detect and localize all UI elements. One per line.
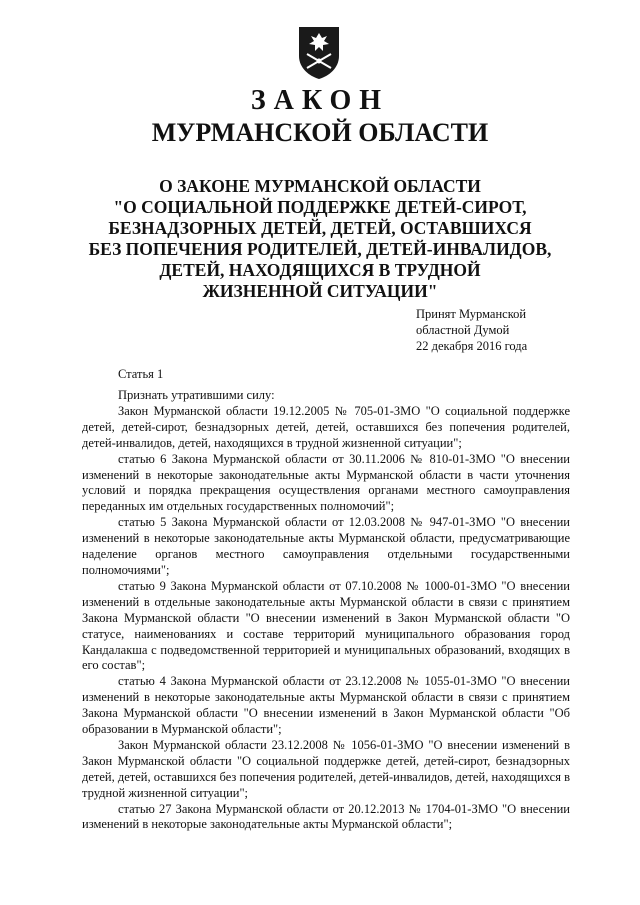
paragraph: статью 5 Закона Мурманской области от 12.03.2008 № 947-01-ЗМО "О внесении изменений в некоторые законодательные акты Мурманской области, предусматривающие наделение органов местного самоуправления отдельными государственными полномочиями"; <box>82 515 570 577</box>
adoption-note-line: Принят Мурманской <box>416 307 527 321</box>
document-type-heading: ЗАКОН <box>250 85 390 116</box>
adoption-note-line: 22 декабря 2016 года <box>416 339 528 353</box>
paragraph: статью 6 Закона Мурманской области от 30.11.2006 № 810-01-ЗМО "О внесении изменений в некоторые законодательные акты Мурманской области в части уточнения условий и порядка прекращения осуществления органами местного самоуправления переданных им отдельных государственных полномочий"; <box>82 451 570 514</box>
paragraph: статью 4 Закона Мурманской области от 23.12.2008 № 1055-01-ЗМО "О внесении изменений в некоторые законодательные акты Мурманской области в связи с принятием Закона Мурманской области "О внесении изменений в Закон Мурманской области "Об образовании в Мурманской области"; <box>82 674 570 737</box>
paragraph: статью 27 Закона Мурманской области от 20.12.2013 № 1704-01-ЗМО "О внесении изменений в некоторые законодательные акты Мурманской области"; <box>82 801 570 832</box>
region-heading: МУРМАНСКОЙ ОБЛАСТИ <box>151 118 489 147</box>
law-title-line: ЖИЗНЕННОЙ СИТУАЦИИ" <box>202 281 438 301</box>
paragraph: Закон Мурманской области 19.12.2005 № 705-01-ЗМО "О социальной поддержке детей, детей-сирот, безнадзорных детей, детей, оставшихся без попечения родителей, детей-инвалидов, детей, находящихся в трудной жизненной ситуации"; <box>82 403 570 450</box>
paragraph: статью 9 Закона Мурманской области от 07.10.2008 № 1000-01-ЗМО "О внесении изменений в отдельные законодательные акты Мурманской области в связи с принятием Закона Мурманской области "О внесении изменений в Закон Мурманской области "О статусе, наименованиях и составе территорий муниципального образования город Кандалакша с подведомственной территорией и муниципальных образований, входящих в его состав"; <box>82 578 570 673</box>
law-title-line: ДЕТЕЙ, НАХОДЯЩИХСЯ В ТРУДНОЙ <box>159 260 481 280</box>
paragraph: Признать утратившими силу: <box>118 388 275 402</box>
article-body <box>82 388 570 833</box>
law-title-line: "О СОЦИАЛЬНОЙ ПОДДЕРЖКЕ ДЕТЕЙ-СИРОТ, <box>113 197 527 217</box>
adoption-note-line: областной Думой <box>416 323 510 337</box>
coat-of-arms-emblem <box>296 24 342 80</box>
paragraph: Закон Мурманской области 23.12.2008 № 1056-01-ЗМО "О внесении изменений в Закон Мурманской области "О социальной поддержке детей, детей-сирот, безнадзорных детей, детей, оставшихся без попечения родителей, детей-инвалидов, детей, находящихся в трудной жизненной ситуации"; <box>82 737 570 800</box>
adoption-note <box>416 306 527 354</box>
law-title-line: БЕЗНАДЗОРНЫХ ДЕТЕЙ, ДЕТЕЙ, ОСТАВШИХСЯ <box>108 218 532 238</box>
law-title-line: БЕЗ ПОПЕЧЕНИЯ РОДИТЕЛЕЙ, ДЕТЕЙ-ИНВАЛИДОВ, <box>88 239 552 259</box>
law-title <box>80 176 560 302</box>
article-heading: Статья 1 <box>118 367 164 381</box>
law-title-line: О ЗАКОНЕ МУРМАНСКОЙ ОБЛАСТИ <box>159 176 481 196</box>
